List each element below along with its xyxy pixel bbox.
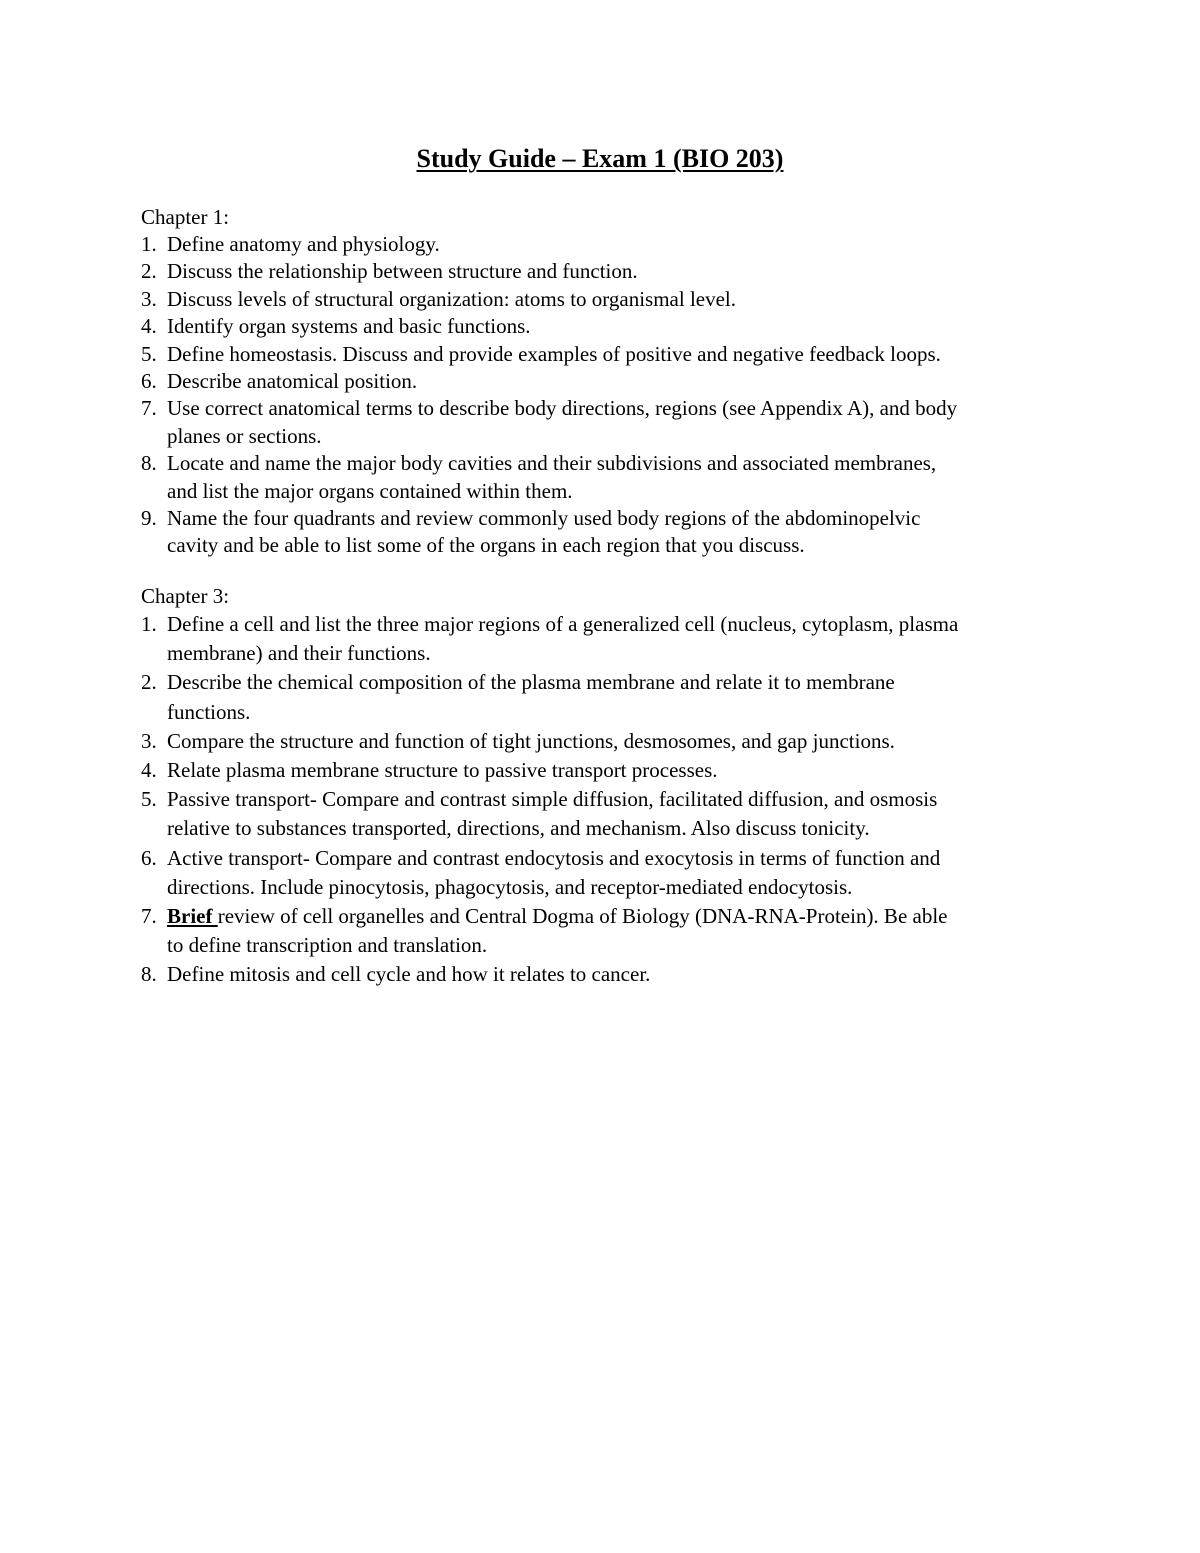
list-item-number: 9. — [141, 506, 157, 531]
page-title: Study Guide – Exam 1 (BIO 203) — [416, 144, 784, 173]
list-item — [141, 756, 1081, 785]
list-item-text: Define anatomy and physiology. — [167, 232, 440, 256]
list-item-text: Use correct anatomical terms to describe body directions, regions (see Appendix A), and body — [167, 396, 958, 421]
list-item-text: and list the major organs contained within them. — [167, 478, 573, 503]
list-item-text: Relate plasma membrane structure to passive transport processes. — [167, 758, 718, 783]
list-item-text: Define mitosis and cell cycle and how it relates to cancer. — [167, 962, 651, 987]
list-item — [141, 231, 1081, 258]
list-item-text: directions. Include pinocytosis, phagocytosis, and receptor-mediated endocytosis. — [167, 874, 853, 899]
list-item-text: Passive transport- Compare and contrast simple diffusion, facilitated diffusion, and osmosis — [167, 787, 938, 812]
list-item-number: 2. — [141, 259, 157, 284]
list-item-text: Describe anatomical position. — [167, 369, 418, 394]
list-item-text: planes or sections. — [167, 423, 322, 448]
list-item-text: Identify organ systems and basic functions. — [167, 314, 531, 339]
list-item-number: 2. — [141, 670, 157, 695]
chapter-3-heading: Chapter 3: — [141, 584, 230, 608]
list-item — [141, 395, 1081, 450]
list-item-number: 8. — [141, 451, 157, 476]
list-item-number: 6. — [141, 845, 157, 870]
list-item — [141, 668, 1081, 726]
list-item — [141, 505, 1081, 560]
list-item-number: 3. — [141, 728, 157, 753]
list-item-text: Discuss the relationship between structure and function. — [167, 259, 638, 284]
list-item-text — [167, 902, 1081, 931]
list-item-text: relative to substances transported, directions, and mechanism. Also discuss tonicity. — [167, 816, 870, 841]
list-item — [141, 610, 1081, 668]
list-item-text: functions. — [167, 699, 251, 724]
list-item-text: Discuss levels of structural organization: atoms to organismal level. — [167, 286, 737, 311]
list-item-text: Name the four quadrants and review commonly used body regions of the abdominopelvic — [167, 506, 921, 531]
list-item-text: Define homeostasis. Discuss and provide examples of positive and negative feedback loops. — [167, 341, 941, 366]
list-item-text: membrane) and their functions. — [167, 641, 431, 666]
list-item-number: 3. — [141, 286, 157, 311]
chapter-1-section — [141, 203, 1081, 560]
list-item-number: 8. — [141, 962, 157, 987]
list-item-number: 5. — [141, 341, 157, 366]
list-item-text: to define transcription and translation. — [167, 933, 488, 958]
list-item — [141, 313, 1081, 340]
list-item-number: 7. — [141, 396, 157, 421]
list-item-number: 6. — [141, 369, 157, 394]
list-item-number: 1. — [141, 232, 157, 256]
list-item-text: Define a cell and list the three major regions of a generalized cell (nucleus, cytoplasm, plasma — [167, 612, 959, 636]
list-item-text-rest: review of cell organelles and Central Dogma of Biology (DNA-RNA-Protein). Be able — [217, 904, 948, 929]
chapter-3-list — [141, 610, 1081, 990]
chapter-1-list — [141, 231, 1081, 560]
list-item-number: 4. — [141, 758, 157, 783]
list-item — [141, 341, 1081, 368]
list-item — [141, 450, 1081, 505]
list-item — [141, 368, 1081, 395]
list-item-number: 7. — [141, 904, 157, 929]
chapter-3-section — [141, 582, 1081, 990]
chapter-1-heading: Chapter 1: — [141, 205, 230, 229]
list-item — [141, 258, 1081, 285]
list-item-text: Compare the structure and function of tight junctions, desmosomes, and gap junctions. — [167, 728, 895, 753]
list-item — [141, 727, 1081, 756]
list-item — [141, 844, 1081, 902]
list-item-text: Describe the chemical composition of the plasma membrane and relate it to membrane — [167, 670, 895, 695]
list-item — [141, 960, 1081, 989]
list-item — [141, 785, 1081, 843]
list-item-text: cavity and be able to list some of the organs in each region that you discuss. — [167, 533, 805, 558]
list-item — [141, 286, 1081, 313]
list-item-text: Locate and name the major body cavities and their subdivisions and associated membranes, — [167, 451, 937, 476]
list-item-number: 1. — [141, 612, 157, 636]
emphasis-text: Brief — [167, 904, 218, 929]
list-item-number: 5. — [141, 787, 157, 812]
list-item — [141, 902, 1081, 960]
list-item-text: Active transport- Compare and contrast endocytosis and exocytosis in terms of function and — [167, 845, 941, 870]
list-item-number: 4. — [141, 314, 157, 339]
